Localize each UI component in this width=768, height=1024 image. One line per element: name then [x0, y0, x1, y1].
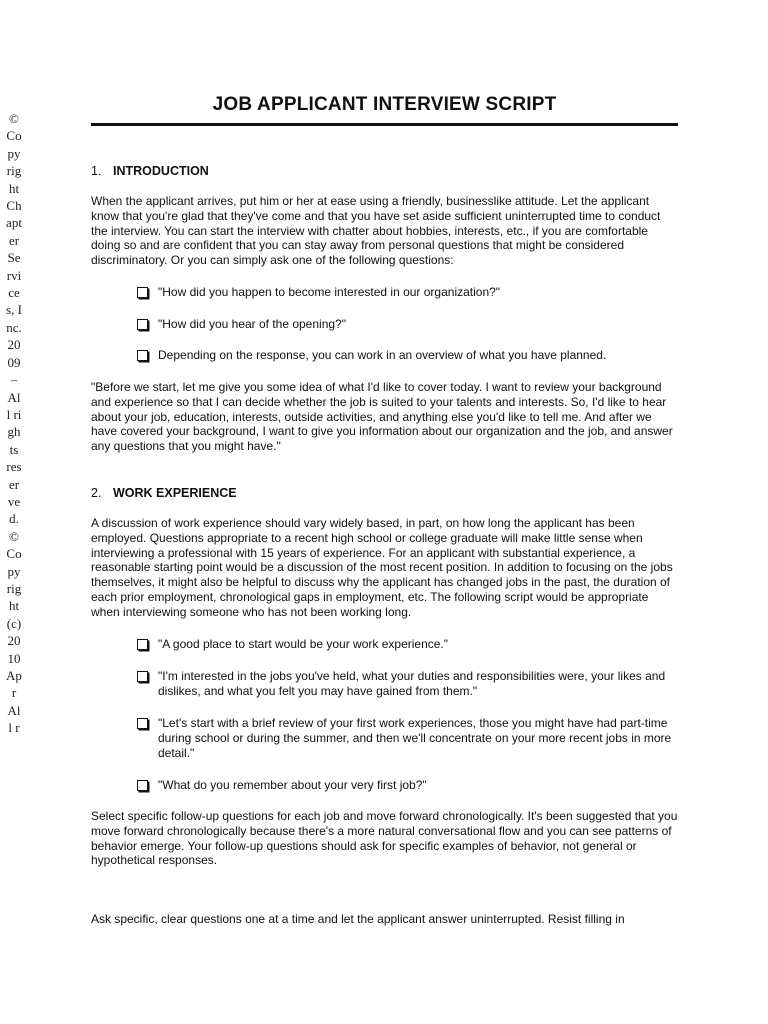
checkbox-bullet-icon [137, 350, 148, 361]
section-heading-work-experience [91, 486, 237, 500]
list-item [137, 778, 678, 793]
document-title: JOB APPLICANT INTERVIEW SCRIPT [212, 94, 557, 115]
title-divider [91, 123, 678, 126]
checkbox-bullet-icon [137, 639, 148, 650]
list-item-text: "Let's start with a brief review of your first work experiences, those you might have had part-time during school or during the summer, and then we'll concentrate on your more recent jobs in more detail." [158, 716, 672, 760]
follow-up-paragraph: Select specific follow-up questions for each job and move forward chronologically. It's been suggested that you move forward chronologically because there's a more natural conversational flow and you can see patterns of behavior emerge. Your follow-up questions should ask for specific examples of behavior, not general or hypothetical responses. [91, 809, 678, 868]
list-item [137, 669, 678, 699]
list-item [137, 317, 678, 332]
section-title: WORK EXPERIENCE [113, 486, 237, 500]
list-item-text: "A good place to start would be your work experience." [158, 637, 449, 651]
list-item [137, 716, 678, 761]
checkbox-bullet-icon [137, 287, 148, 298]
list-item-text: "How did you hear of the opening?" [158, 317, 346, 331]
list-item-text: Depending on the response, you can work in an overview of what you have planned. [158, 348, 607, 362]
list-item-text: "I'm interested in the jobs you've held, what your duties and responsibilities were, your likes and dislikes, and what you felt you may have gained from them." [158, 669, 666, 698]
list-item [137, 348, 678, 363]
list-item [137, 637, 678, 652]
introduction-paragraph: When the applicant arrives, put him or her at ease using a friendly, businesslike attitude. Let the applicant know that you're glad that they've come and that you have set aside sufficient uninterrupted time to conduct the interview. You can start the interview with chatter about hobbies, interests, etc., if you are comfortable doing so and are confident that you can stay away from personal questions that might be considered discriminatory. Or you can simply ask one of the following questions: [91, 194, 661, 268]
questioning-paragraph: Ask specific, clear questions one at a time and let the applicant answer uninterrupted. Resist filling in [91, 912, 625, 926]
vertical-copyright-watermark [6, 110, 22, 1024]
watermark-text: © Copyright Chapter Services, Inc. 2009 – All rights reserved. © Copyright (c) 2010 Apr All r [6, 111, 22, 736]
list-item [137, 285, 678, 300]
checkbox-bullet-icon [137, 780, 148, 791]
section-title: INTRODUCTION [113, 164, 209, 178]
introduction-script-paragraph: "Before we start, let me give you some idea of what I'd like to cover today. I want to review your background and experience so that I can decide whether the job is suited to your talents and interests. So, I'd like to hear about your job, education, interests, outside activities, and anything else you'd like to tell me. And after we have covered your background, I want to give you information about our organization and the job, and answer any questions that you might have." [91, 380, 673, 454]
checkbox-bullet-icon [137, 671, 148, 682]
section-number: 1. [91, 164, 102, 178]
list-item-text: "What do you remember about your very first job?" [158, 778, 427, 792]
checkbox-bullet-icon [137, 718, 148, 729]
list-item-text: "How did you happen to become interested in our organization?" [158, 285, 501, 299]
checkbox-bullet-icon [137, 319, 148, 330]
work-experience-paragraph: A discussion of work experience should vary widely based, in part, on how long the applicant has been employed. Questions appropriate to a recent high school or college graduate will make little sense when interviewing a professional with 15 years of experience. For an applicant with substantial experience, a reasonable starting point would be a discussion of the most recent position. In addition to focusing on the jobs themselves, it might also be helpful to discuss why the applicant has changed jobs in the past, the duration of each prior employment, chronological gaps in employment, etc. The following script would be appropriate when interviewing someone who has not been working long. [91, 516, 673, 619]
section-heading-introduction [91, 164, 209, 178]
section-number: 2. [91, 486, 102, 500]
